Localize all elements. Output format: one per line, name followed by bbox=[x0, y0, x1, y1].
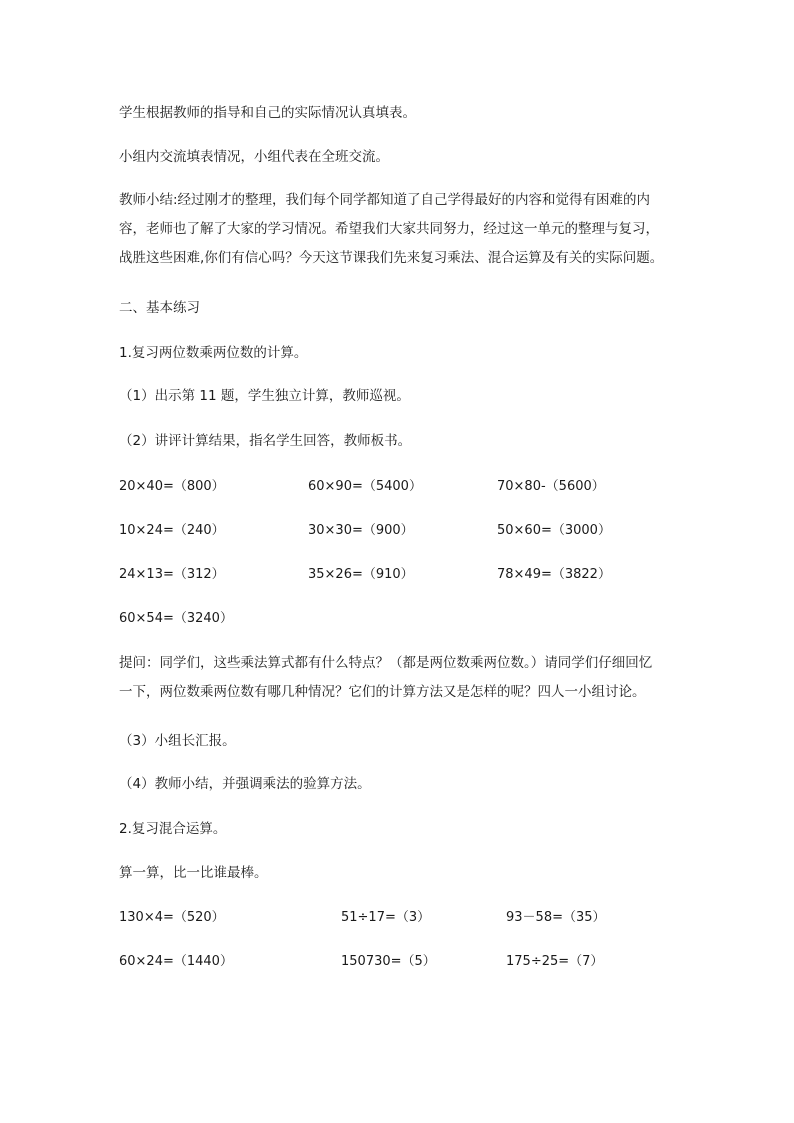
item1-step3: （3）小组长汇报。 bbox=[119, 733, 236, 749]
equation: 150730=（5） bbox=[341, 954, 436, 969]
item1-step1: （1）出示第 11 题，学生独立计算，教师巡视。 bbox=[119, 388, 410, 404]
equation: 60×90=（5400） bbox=[308, 479, 422, 494]
teacher-summary-paragraph bbox=[119, 186, 689, 273]
section-heading: 二、基本练习 bbox=[119, 300, 200, 316]
intro-paragraph-1: 学生根据教师的指导和自己的实际情况认真填表。 bbox=[119, 105, 416, 121]
equation: 130×4=（520） bbox=[119, 910, 225, 925]
equation: 24×13=（312） bbox=[119, 567, 225, 582]
question-line: 提问：同学们，这些乘法算式都有什么特点？（都是两位数乘两位数。）请同学们仔细回忆 bbox=[119, 655, 653, 671]
equation: 175÷25=（7） bbox=[506, 954, 604, 969]
equation: 70×80-（5600） bbox=[497, 479, 605, 494]
equation: 93－58=（35） bbox=[506, 910, 606, 925]
equation: 50×60=（3000） bbox=[497, 523, 611, 538]
equation-row bbox=[119, 609, 689, 629]
equation-row bbox=[119, 565, 689, 585]
equation: 10×24=（240） bbox=[119, 523, 225, 538]
equation: 30×30=（900） bbox=[308, 523, 414, 538]
question-paragraph bbox=[119, 649, 689, 707]
equation-row bbox=[119, 908, 689, 928]
intro-paragraph-2: 小组内交流填表情况，小组代表在全班交流。 bbox=[119, 149, 389, 165]
equation: 60×54=（3240） bbox=[119, 611, 233, 626]
item1-step2: （2）讲评计算结果，指名学生回答，教师板书。 bbox=[119, 433, 412, 449]
item1-title: 1.复习两位数乘两位数的计算。 bbox=[119, 345, 308, 361]
item2-prompt: 算一算，比一比谁最棒。 bbox=[119, 865, 268, 881]
equation: 20×40=（800） bbox=[119, 479, 225, 494]
equation-row bbox=[119, 521, 689, 541]
equation-row bbox=[119, 952, 689, 972]
summary-line: 教师小结:经过刚才的整理，我们每个同学都知道了自己学得最好的内容和觉得有困难的内 bbox=[119, 192, 651, 208]
item1-step4: （4）教师小结，并强调乘法的验算方法。 bbox=[119, 776, 371, 792]
question-line: 一下，两位数乘两位数有哪几种情况？它们的计算方法又是怎样的呢？四人一小组讨论。 bbox=[119, 684, 646, 700]
summary-line: 容，老师也了解了大家的学习情况。希望我们大家共同努力，经过这一单元的整理与复习， bbox=[119, 221, 659, 237]
equation-row bbox=[119, 477, 689, 497]
equation: 51÷17=（3） bbox=[341, 910, 431, 925]
equation: 78×49=（3822） bbox=[497, 567, 611, 582]
summary-line: 战胜这些困难,你们有信心吗？今天这节课我们先来复习乘法、混合运算及有关的实际问题。 bbox=[119, 250, 664, 266]
equation: 35×26=（910） bbox=[308, 567, 414, 582]
equation: 60×24=（1440） bbox=[119, 954, 233, 969]
item2-title: 2.复习混合运算。 bbox=[119, 821, 227, 837]
